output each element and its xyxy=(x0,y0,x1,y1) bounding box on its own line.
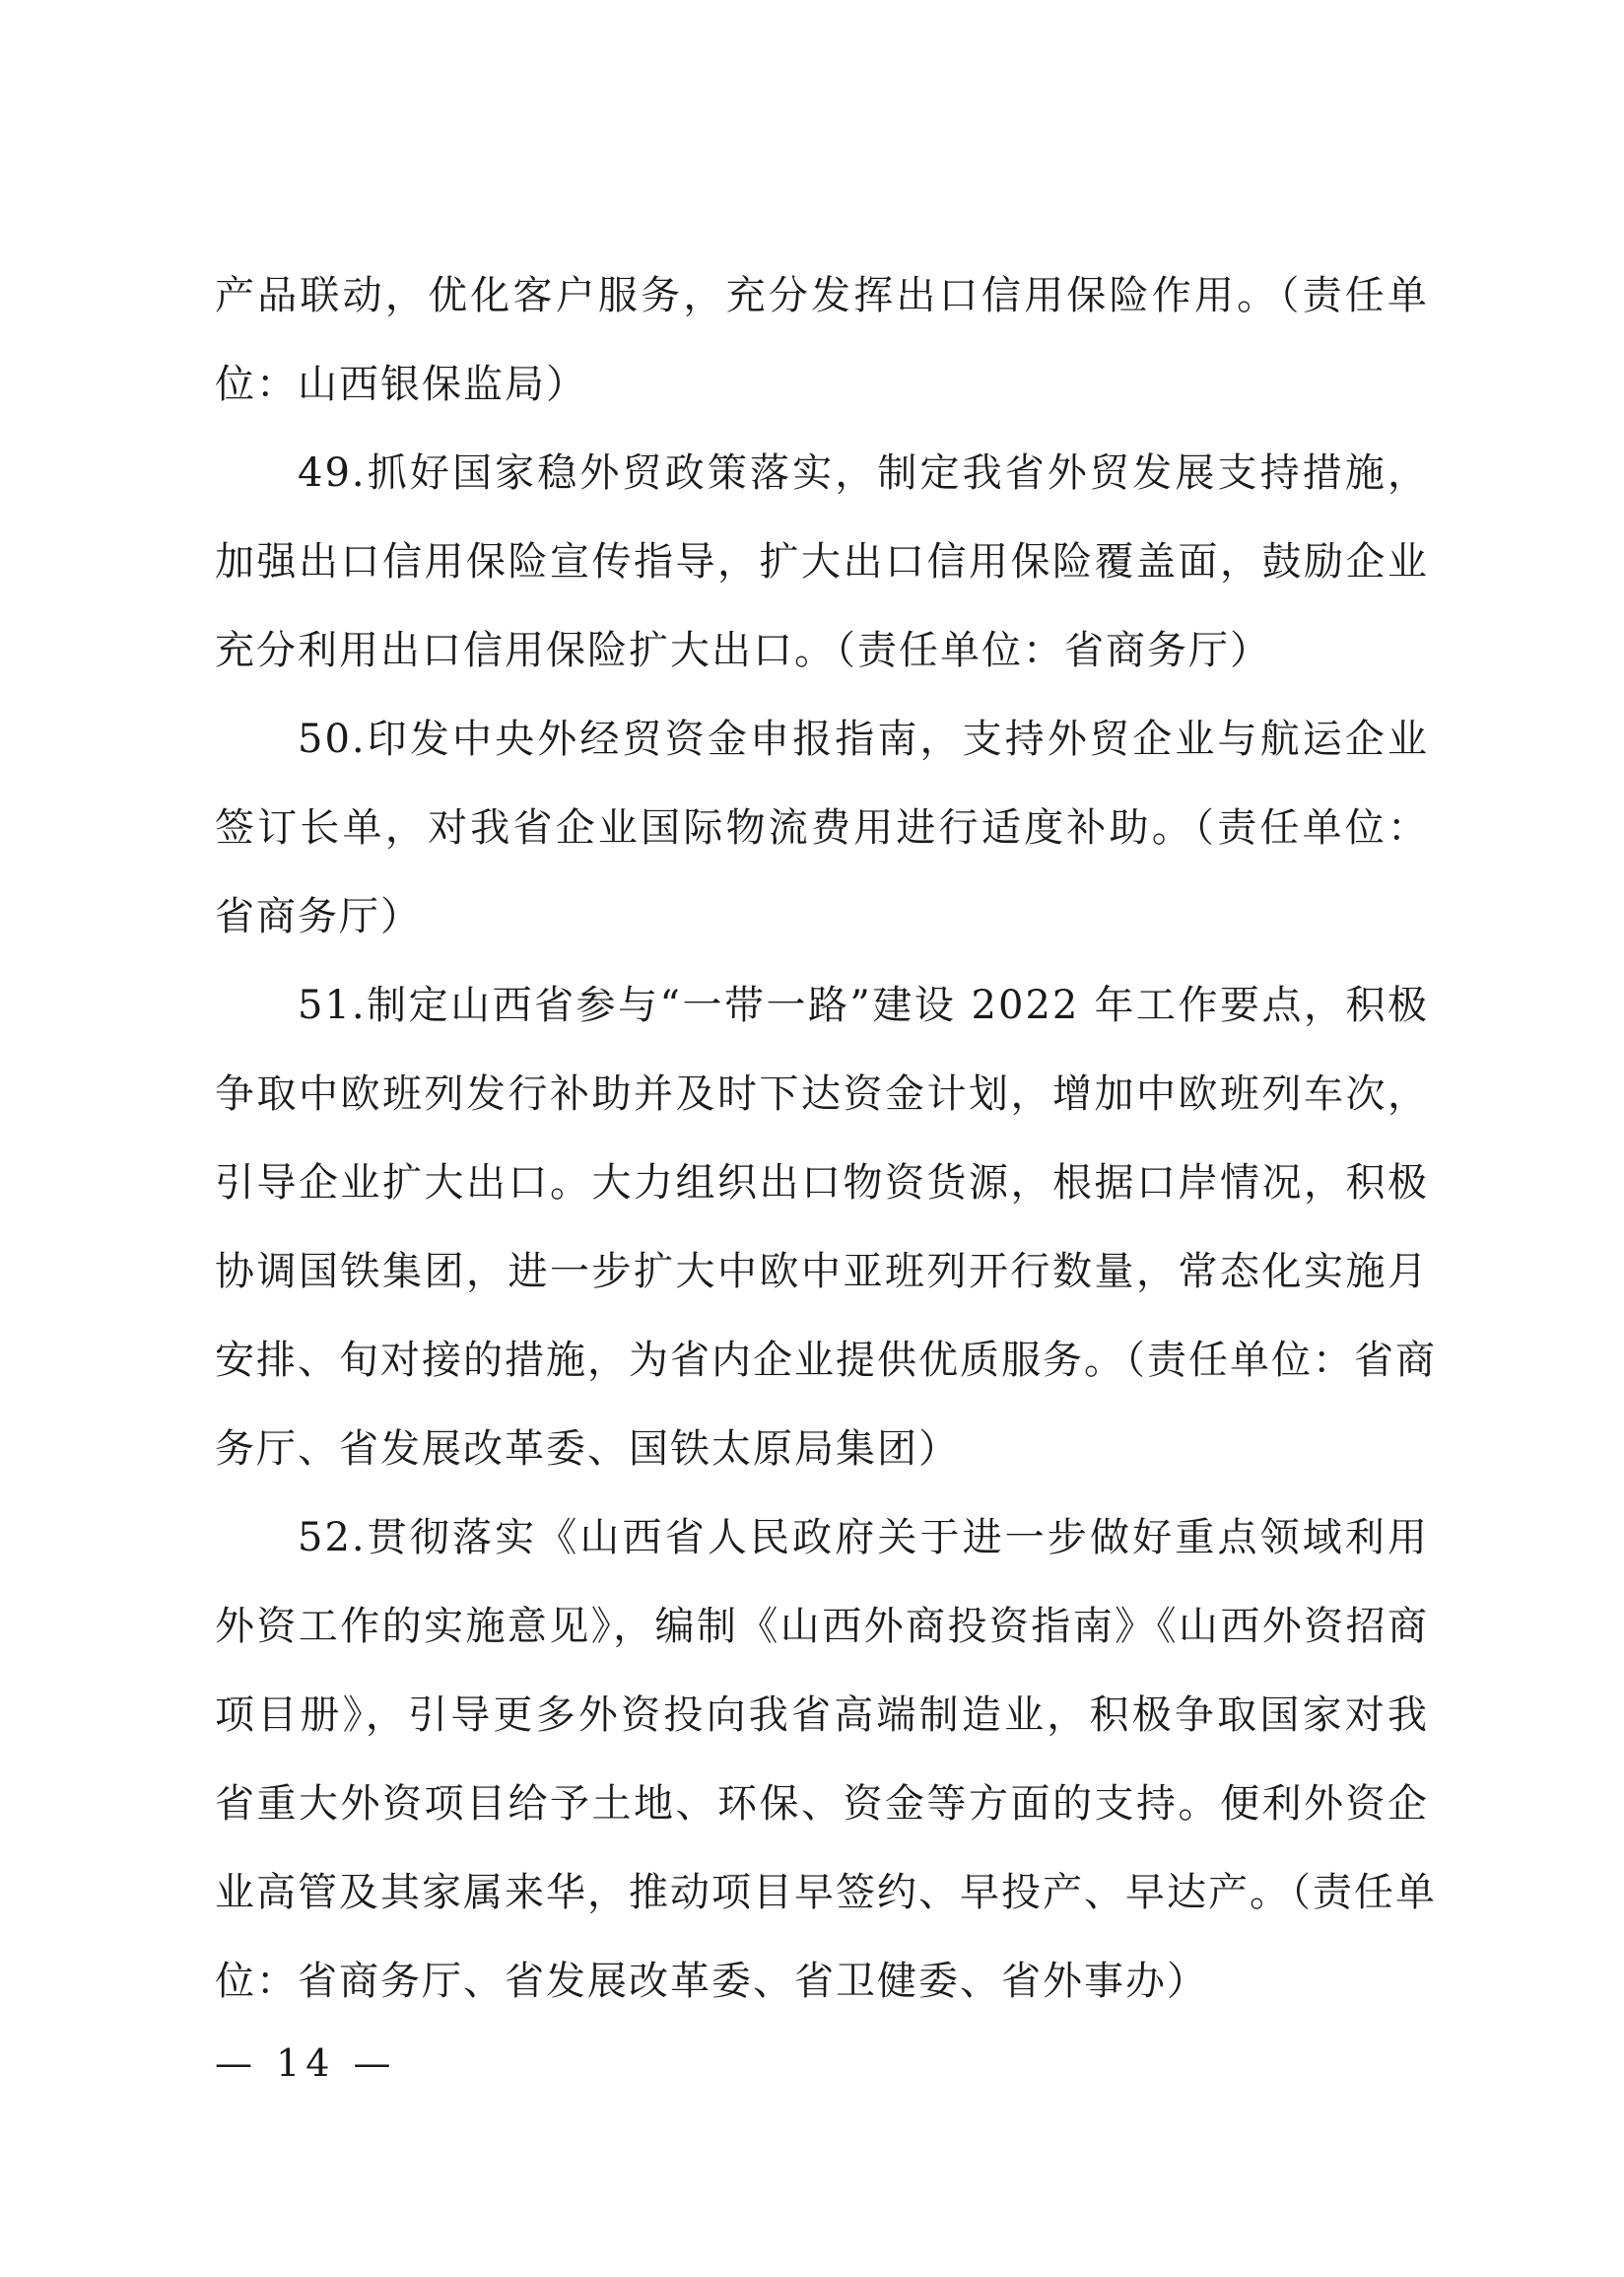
text-line: 协调国铁集团，进一步扩大中欧中亚班列开行数量，常态化实施月 xyxy=(215,1249,1429,1294)
text-line: 签订长单，对我省企业国际物流费用进行适度补助。（责任单位： xyxy=(215,805,1429,851)
text-line: 安排、旬对接的措施，为省内企业提供优质服务。（责任单位：省商 xyxy=(215,1338,1437,1383)
text-line: 省重大外资项目给予土地、环保、资金等方面的支持。便利外资企 xyxy=(215,1781,1429,1827)
text-line: 49.抓好国家稳外贸政策落实，制定我省外贸发展支持措施， xyxy=(298,450,1429,496)
text-line: 加强出口信用保险宣传指导，扩大出口信用保险覆盖面，鼓励企业 xyxy=(215,539,1429,585)
text-line: 产品联动，优化客户服务，充分发挥出口信用保险作用。（责任单 xyxy=(215,273,1429,318)
text-line: 50.印发中央外经贸资金申报指南，支持外贸企业与航运企业 xyxy=(298,717,1429,762)
text-line: 业高管及其家属来华，推动项目早签约、早投产、早达产。（责任单 xyxy=(215,1870,1437,1915)
document-body xyxy=(215,251,1437,2026)
text-line: 外资工作的实施意见》，编制《山西外商投资指南》《山西外资招商 xyxy=(215,1604,1429,1649)
text-line: 位：省商务厅、省发展改革委、省卫健委、省外事办） xyxy=(215,1959,1208,2004)
page-number: — 14 — xyxy=(215,2041,397,2085)
text-line: 项目册》，引导更多外资投向我省高端制造业，积极争取国家对我 xyxy=(215,1692,1429,1738)
text-line: 52.贯彻落实《山西省人民政府关于进一步做好重点领域利用 xyxy=(298,1515,1429,1560)
text-line: 充分利用出口信用保险扩大出口。（责任单位：省商务厅） xyxy=(215,628,1271,673)
text-line: 引导企业扩大出口。大力组织出口物资货源，根据口岸情况，积极 xyxy=(215,1160,1429,1206)
text-line: 位：山西银保监局） xyxy=(215,362,587,407)
text-line: 省商务厅） xyxy=(215,894,422,939)
text-line: 争取中欧班列发行补助并及时下达资金计划，增加中欧班列车次， xyxy=(215,1071,1429,1117)
text-line: 51.制定山西省参与“一带一路”建设 2022 年工作要点，积极 xyxy=(298,983,1429,1028)
text-line: 务厅、省发展改革委、国铁太原局集团） xyxy=(215,1426,960,1472)
